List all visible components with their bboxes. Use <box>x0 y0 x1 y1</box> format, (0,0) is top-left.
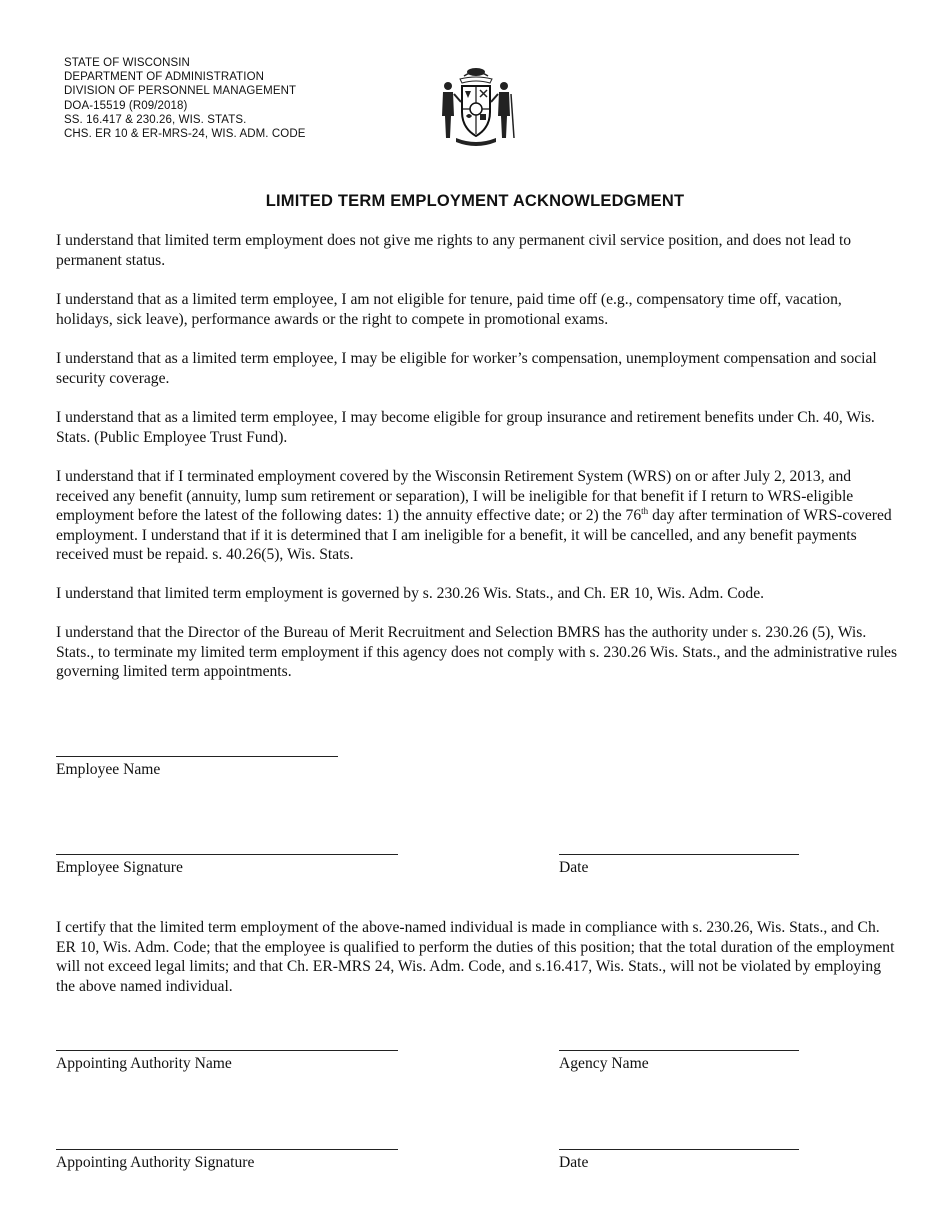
wrs-text-part-2: day after termination of WRS-covered employment. I understand that if it is determined that I am ineligible for a benefit, it will be cancelled, and any benefit payments received must be repaid. s. 40.26(5), Wis. Stats. <box>56 507 892 564</box>
paragraph-not-eligible <box>56 290 898 329</box>
employee-date-label: Date <box>559 859 589 876</box>
paragraph-certification <box>56 918 898 996</box>
authority-name-label: Appointing Authority Name <box>56 1055 232 1072</box>
wisconsin-state-seal-icon <box>434 64 518 148</box>
employee-name-line[interactable] <box>56 756 338 757</box>
paragraph-text: I understand that the Director of the Bureau of Merit Recruitment and Selection BMRS has the authority under s. 230.26 (5), Wis. Stats., to terminate my limited term employment if this agency does not comply with s. 230.26 Wis. Stats., and the administrative rules governing limited term appointments. <box>56 624 898 681</box>
header-line-form-number: DOA-15519 (R09/2018) <box>64 99 188 112</box>
header-line-statutes: SS. 16.417 & 230.26, WIS. STATS. <box>64 113 247 126</box>
paragraph-governed-by <box>56 584 898 604</box>
paragraph-text: I understand that as a limited term employee, I am not eligible for tenure, paid time off (e.g., compensatory time off, vacation, holidays, sick leave), performance awards or the right to compete in promotional exams. <box>56 291 842 328</box>
authority-name-line[interactable] <box>56 1050 398 1051</box>
paragraph-text: I certify that the limited term employment of the above-named individual is made in compliance with s. 230.26, Wis. Stats., and Ch. ER 10, Wis. Adm. Code; that the employee is qualified to perform the duties of this position; that the total duration of the employment will not exceed legal limits; and that Ch. ER-MRS 24, Wis. Adm. Code, and s.16.417, Wis. Stats., will not be violated by employing the above named individual. <box>56 919 895 995</box>
employee-signature-label: Employee Signature <box>56 859 183 876</box>
authority-signature-line[interactable] <box>56 1149 398 1150</box>
authority-date-label: Date <box>559 1154 589 1171</box>
paragraph-group-insurance <box>56 408 898 447</box>
paragraph-text: I understand that limited term employment does not give me rights to any permanent civil service position, and does not lead to permanent status. <box>56 232 852 269</box>
paragraph-wrs <box>56 467 898 565</box>
employee-name-label: Employee Name <box>56 761 161 778</box>
header-line-admin-code: CHS. ER 10 & ER-MRS-24, WIS. ADM. CODE <box>64 128 306 141</box>
paragraph-compensation <box>56 349 898 388</box>
paragraph-text: I understand that as a limited term employee, I may be eligible for worker’s compensation, unemployment compensation and social security coverage. <box>56 350 877 387</box>
ordinal-suffix: th <box>641 506 649 517</box>
header-line-department: DEPARTMENT OF ADMINISTRATION <box>64 71 265 84</box>
header-line-state: STATE OF WISCONSIN <box>64 57 190 69</box>
authority-signature-label: Appointing Authority Signature <box>56 1154 255 1171</box>
paragraph-text <box>56 467 898 565</box>
wrs-text-part-1: I understand that if I terminated employment covered by the Wisconsin Retirement System (WRS) on or after July 2, 2013, and received any benefit (annuity, lump sum retirement or separation), I will be ineligible for that benefit if I return to WRS-eligible employment before the latest of the following dates: 1) the annuity effective date; or 2) the 76 <box>56 468 854 525</box>
employee-signature-line[interactable] <box>56 854 398 855</box>
paragraph-bmrs-authority <box>56 623 898 682</box>
paragraph-no-permanent-rights <box>56 231 898 270</box>
page-title: LIMITED TERM EMPLOYMENT ACKNOWLEDGMENT <box>265 192 685 210</box>
form-header <box>64 56 306 141</box>
employee-date-line[interactable] <box>559 854 799 855</box>
authority-date-line[interactable] <box>559 1149 799 1150</box>
agency-name-line[interactable] <box>559 1050 799 1051</box>
paragraph-text: I understand that limited term employment is governed by s. 230.26 Wis. Stats., and Ch. ER 10, Wis. Adm. Code. <box>56 585 765 602</box>
header-line-division: DIVISION OF PERSONNEL MANAGEMENT <box>64 85 297 98</box>
paragraph-text: I understand that as a limited term employee, I may become eligible for group insurance and retirement benefits under Ch. 40, Wis. Stats. (Public Employee Trust Fund). <box>56 409 875 446</box>
agency-name-label: Agency Name <box>559 1055 649 1072</box>
